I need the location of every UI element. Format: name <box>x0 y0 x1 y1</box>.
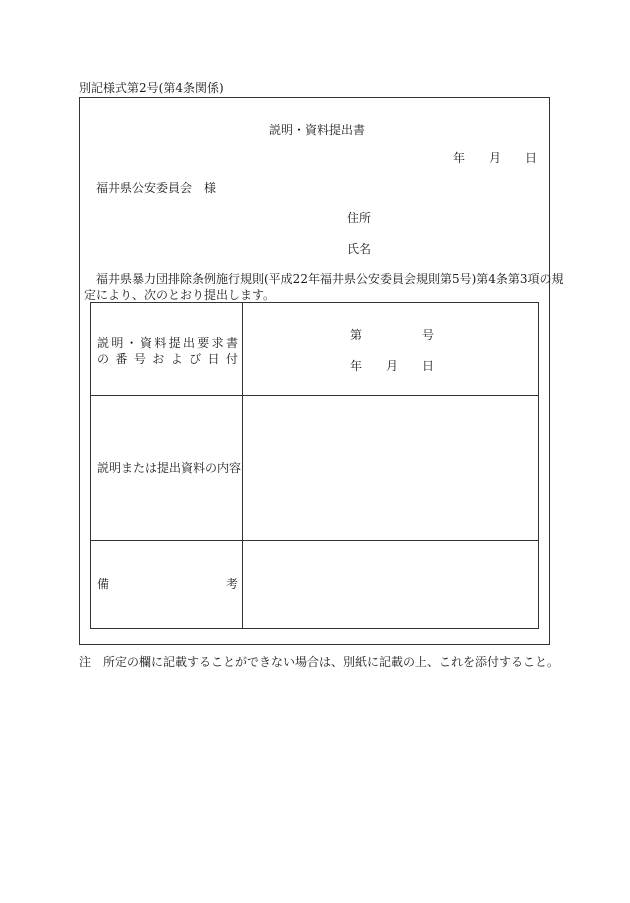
row2-label: 説明または提出資料の内容 <box>97 461 242 475</box>
row1-label-line1: 説 明 ・ 資 料 提 出 要 求 書 <box>97 336 238 350</box>
table-row-divider-2 <box>91 540 538 541</box>
date-year-label: 年 <box>453 151 466 165</box>
body-text-line1: 福井県暴力団排除条例施行規則(平成22年福井県公安委員会規則第5号)第4条第3項の規 <box>96 272 564 286</box>
addressee: 福井県公安委員会 様 <box>96 181 217 195</box>
row1-label-line2: の 番 号 お よ び 日 付 <box>97 352 238 366</box>
row3-label-right: 考 <box>226 577 239 591</box>
row1-day-label: 日 <box>422 359 435 373</box>
row1-gou-label: 号 <box>422 328 435 342</box>
date-month-label: 月 <box>489 151 502 165</box>
table-column-divider <box>242 303 243 628</box>
row1-month-label: 月 <box>386 359 399 373</box>
submission-table <box>90 302 539 629</box>
form-number-label: 別記様式第2号(第4条関係) <box>79 81 224 95</box>
date-day-label: 日 <box>525 151 538 165</box>
footer-note: 注 所定の欄に記載することができない場合は、別紙に記載の上、これを添付すること。 <box>79 655 560 669</box>
row1-year-label: 年 <box>350 359 363 373</box>
row3-label-left: 備 <box>97 577 110 591</box>
body-text-line2: 定により、次のとおり提出します。 <box>84 288 276 302</box>
form-title: 説明・資料提出書 <box>269 123 366 137</box>
row1-dai-label: 第 <box>350 328 363 342</box>
name-label: 氏名 <box>347 242 372 256</box>
table-row-divider-1 <box>91 395 538 396</box>
address-label: 住所 <box>347 211 372 225</box>
